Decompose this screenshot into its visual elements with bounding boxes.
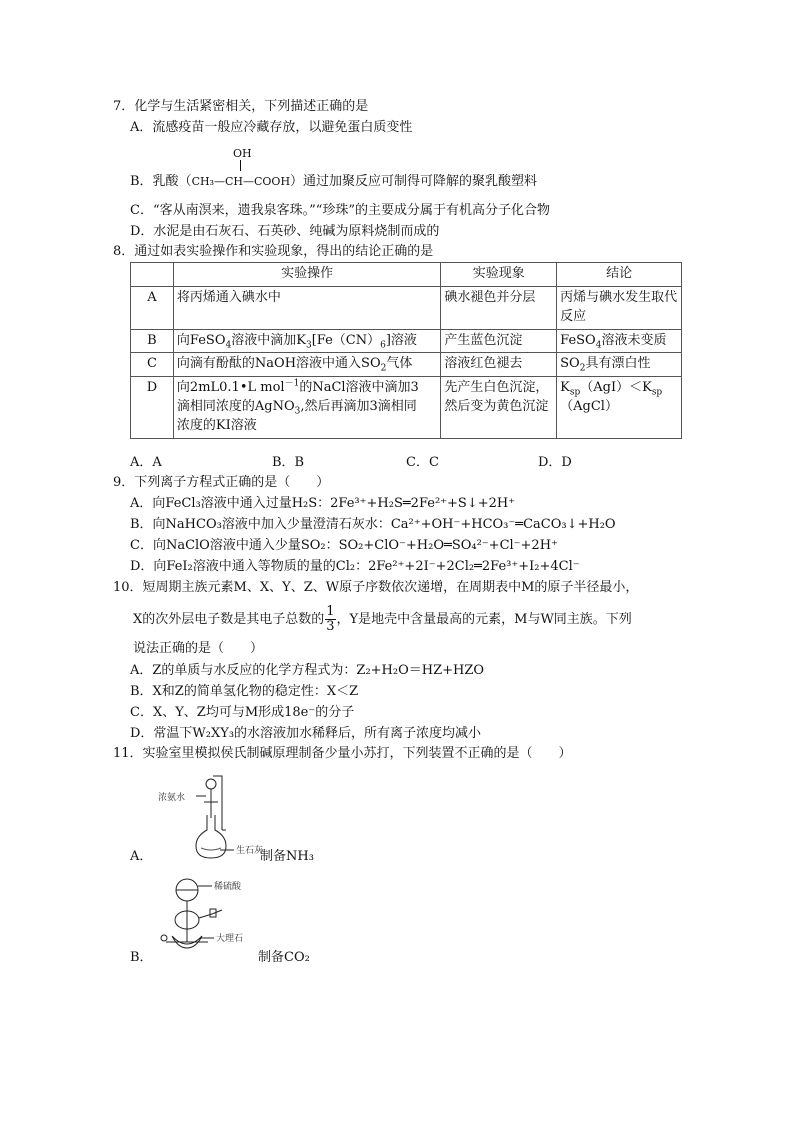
q10-option-a: A．Z的单质与水反应的化学方程式为：Z₂+H₂O＝HZ+HZO bbox=[130, 663, 485, 678]
q7-option-a: A．流感疫苗一般应冷藏存放，以避免蛋白质变性 bbox=[130, 120, 413, 135]
phenomenon-cell: 溶液红色褪去 bbox=[441, 353, 557, 377]
label-dilute-sulfuric-acid: 稀硫酸 bbox=[214, 882, 242, 892]
operation-cell: 向2mL0.1•L mol$^{-1}$的NaCl溶液中滴加3 滴相同浓度的AgNO$_3$,然后再滴加3滴相同 浓度的KI溶液 bbox=[173, 377, 440, 439]
row-label: D bbox=[131, 377, 174, 439]
q9-option-a: A．向FeCl₃溶液中通入过量H₂S：2Fe³⁺+H₂S═2Fe²⁺+S↓+2H⁺ bbox=[130, 496, 516, 511]
header-cell: 实验现象 bbox=[441, 263, 557, 287]
table-row bbox=[131, 353, 682, 377]
q8-option-a: A．A bbox=[130, 455, 162, 470]
row-label: B bbox=[131, 329, 174, 353]
q8-table bbox=[130, 262, 682, 439]
header-cell bbox=[131, 263, 174, 287]
q10-option-c: C．X、Y、Z均可与M形成18e⁻的分子 bbox=[130, 705, 355, 720]
phenomenon-cell: 先产生白色沉淀，然后变为黄色沉淀 bbox=[441, 377, 557, 439]
q7-option-c: C．“客从南溟来，遗我泉客珠。”“珍珠”的主要成分属于有机高分子化合物 bbox=[130, 203, 551, 218]
row-label: A bbox=[131, 286, 174, 329]
q10-option-d: D．常温下W₂XY₃的水溶液加水稀释后，所有离子浓度均减小 bbox=[130, 726, 482, 741]
q9-option-c: C．向NaClO溶液中通入少量SO₂：SO₂+ClO⁻+H₂O═SO₄²⁻+Cl⁻+2H⁺ bbox=[130, 538, 558, 553]
row-label: C bbox=[131, 353, 174, 377]
conclusion-cell: $K_{sp}(AgI)<K_{sp}$ （AgCl） bbox=[557, 377, 682, 439]
operation-cell: 向FeSO$_4$溶液中滴加$K_3[Fe(CN)_6]$溶液 bbox=[173, 329, 440, 353]
header-cell: 结论 bbox=[557, 263, 682, 287]
operation-cell: 将丙烯通入碘水中 bbox=[173, 286, 440, 329]
q10-option-b: B．X和Z的简单氢化物的稳定性：X＜Z bbox=[130, 684, 359, 699]
label-marble: 大理石 bbox=[216, 934, 244, 944]
q11-option-b-label: B． bbox=[130, 950, 153, 965]
q8-option-c: C．C bbox=[406, 455, 439, 470]
q7-struct-bond bbox=[240, 160, 241, 171]
co2-apparatus-diagram bbox=[152, 872, 256, 956]
label-quicklime: 生石灰 bbox=[236, 846, 264, 856]
q7-struct-main: CH₃—CH—COOH bbox=[191, 175, 291, 188]
q7-option-b: B．乳酸（CH₃—CH—COOH）通过加聚反应可制得可降解的聚乳酸塑料 bbox=[130, 174, 538, 189]
table-row bbox=[131, 377, 682, 439]
table-row bbox=[131, 329, 682, 353]
q9-option-d: D．向FeI₂溶液中通入等物质的量的Cl₂：2Fe²⁺+2I⁻+2Cl₂═2Fe³⁺+I₂+4Cl⁻ bbox=[130, 559, 580, 574]
q8-option-d: D．D bbox=[538, 455, 572, 470]
operation-cell: 向滴有酚酞的NaOH溶液中通入$SO_2$气体 bbox=[173, 353, 440, 377]
q9-option-b: B．向NaHCO₃溶液中加入少量澄清石灰水：Ca²⁺+OH⁻+HCO₃⁻═CaCO₃↓+H₂O bbox=[130, 517, 616, 532]
ammonia-apparatus-diagram bbox=[158, 770, 264, 862]
q11-option-a-label: A． bbox=[130, 849, 153, 864]
header-cell: 实验操作 bbox=[173, 263, 440, 287]
q10-stem-line1: 10．短周期主族元素M、X、Y、Z、W原子序数依次递增，在周期表中M的原子半径最小， bbox=[113, 580, 639, 595]
q11-stem: 11．实验室里模拟侯氏制碱原理制备少量小苏打，下列装置不正确的是（ ） bbox=[113, 746, 572, 761]
label-concentrated-ammonia: 浓氨水 bbox=[158, 793, 186, 803]
q11-option-b-caption: 制备CO₂ bbox=[258, 950, 310, 965]
q7-stem: 7．化学与生活紧密相关，下列描述正确的是 bbox=[113, 99, 369, 114]
fraction: $\frac{1}{3}$ bbox=[326, 604, 335, 634]
q8-option-b: B．B bbox=[272, 455, 305, 470]
phenomenon-cell: 产生蓝色沉淀 bbox=[441, 329, 557, 353]
table-row bbox=[131, 286, 682, 329]
q11-option-a-caption: 制备NH₃ bbox=[260, 849, 314, 864]
q10-stem-line2: X的次外层电子数是其电子总数的 $\frac{1}{3}$ ，Y是地壳中含量最高的元素，M与W同主族。下列 bbox=[133, 604, 632, 634]
conclusion-cell: 丙烯与碘水发生取代反应 bbox=[557, 286, 682, 329]
q7-struct-oh: OH bbox=[233, 147, 252, 160]
conclusion-cell: $SO_2$具有漂白性 bbox=[557, 353, 682, 377]
phenomenon-cell: 碘水褪色并分层 bbox=[441, 286, 557, 329]
q8-stem: 8．通过如表实验操作和实验现象，得出的结论正确的是 bbox=[113, 244, 434, 259]
conclusion-cell: FeSO$_4$溶液未变质 bbox=[557, 329, 682, 353]
q9-stem: 9．下列离子方程式正确的是（ ） bbox=[113, 475, 330, 490]
q7-option-d: D．水泥是由石灰石、石英砂、纯碱为原料烧制而成的 bbox=[130, 224, 440, 239]
q10-stem-line3: 说法正确的是（ ） bbox=[133, 641, 264, 656]
table-header-row bbox=[131, 263, 682, 287]
